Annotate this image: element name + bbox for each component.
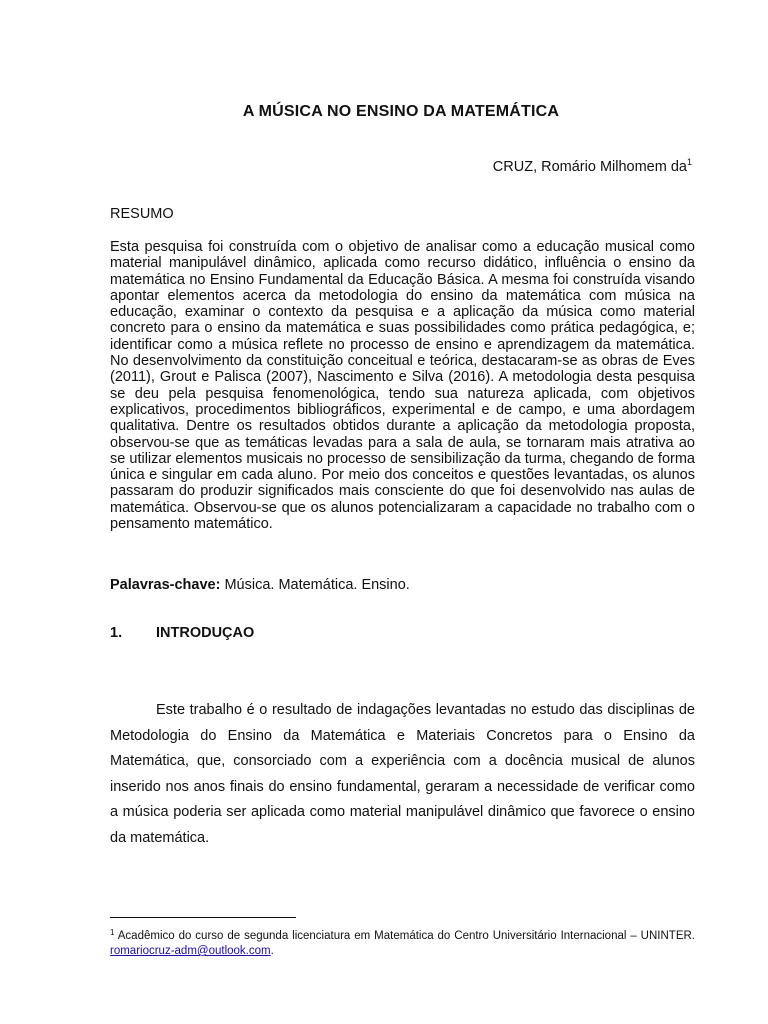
footnote-divider xyxy=(110,917,296,918)
keywords-line xyxy=(110,577,410,593)
author-footnote-mark: 1 xyxy=(686,157,692,167)
intro-paragraph: Este trabalho é o resultado de indagações levantadas no estudo das disciplinas de Metodologia do Ensino da Matemática e Materiais Concretos para o Ensino da Matemática, que, consorciado com a experiência com a docência musical de alunos inserido nos anos finais do ensino fundamental, geraram a necessidade de verificar como a música poderia ser aplicada como material manipulável dinâmico que favorece o ensino da matemática. xyxy=(110,702,695,846)
author-line xyxy=(493,157,692,175)
section-title: INTRODUÇAO xyxy=(156,625,255,641)
paper-title: A MÚSICA NO ENSINO DA MATEMÁTICA xyxy=(242,103,560,120)
section-number: 1. xyxy=(110,625,123,641)
footnote-email-link[interactable]: romariocruz-adm@outlook.com xyxy=(110,945,271,957)
footnote-mark: 1 xyxy=(110,928,115,937)
keywords-label: Palavras-chave: xyxy=(110,577,221,593)
footnote-text: Acadêmico do curso de segunda licenciatura em Matemática do Centro Universitário Internacional – UNINTER. xyxy=(114,930,695,942)
footnote-trailing: . xyxy=(270,945,274,957)
section-heading xyxy=(110,625,254,641)
footnote xyxy=(110,925,695,959)
abstract-text: Esta pesquisa foi construída com o objetivo de analisar como a educação musical como material manipulável dinâmico, aplicada como recurso didático, influência o ensino da matemática no Ensino Fundamental da Educação Básica. A mesma foi construída visando apontar elementos acerca da metodologia do ensino da matemática com música na educação, examinar o contexto da pesquisa e a aplicação da música como material concreto para o ensino da matemática e suas possibilidades como prática pedagógica, e; identificar como a música reflete no processo de ensino e aprendizagem da matemática. No desenvolvimento da constituição conceitual e teórica, destacaram-se as obras de Eves (2011), Grout e Palisca (2007), Nascimento e Silva (2016). A metodologia desta pesquisa se deu pela pesquisa fenomenológica, tendo sua natureza aplicada, com objetivos explicativos, procedimentos bibliográficos, experimental e de campo, e uma abordagem qualitativa. Dentre os resultados obtidos durante a aplicação da metodologia proposta, observou-se que as temáticas levadas para a sala de aula, se tornaram mais atrativa ao se utilizar elementos musicais no processo de sensibilização da turma, chegando de forma única e singular em cada aluno. Por meio dos conceitos e questões levantadas, os alunos passaram do produzir significados mais consciente do que foi desenvolvido nas aulas de matemática. Observou-se que os alunos potencializaram a capacidade no trabalho com o pensamento matemático. xyxy=(110,239,695,533)
abstract-heading: RESUMO xyxy=(110,206,174,222)
author-name: CRUZ, Romário Milhomem da xyxy=(492,159,687,175)
keywords-values: Música. Matemática. Ensino. xyxy=(220,577,410,593)
